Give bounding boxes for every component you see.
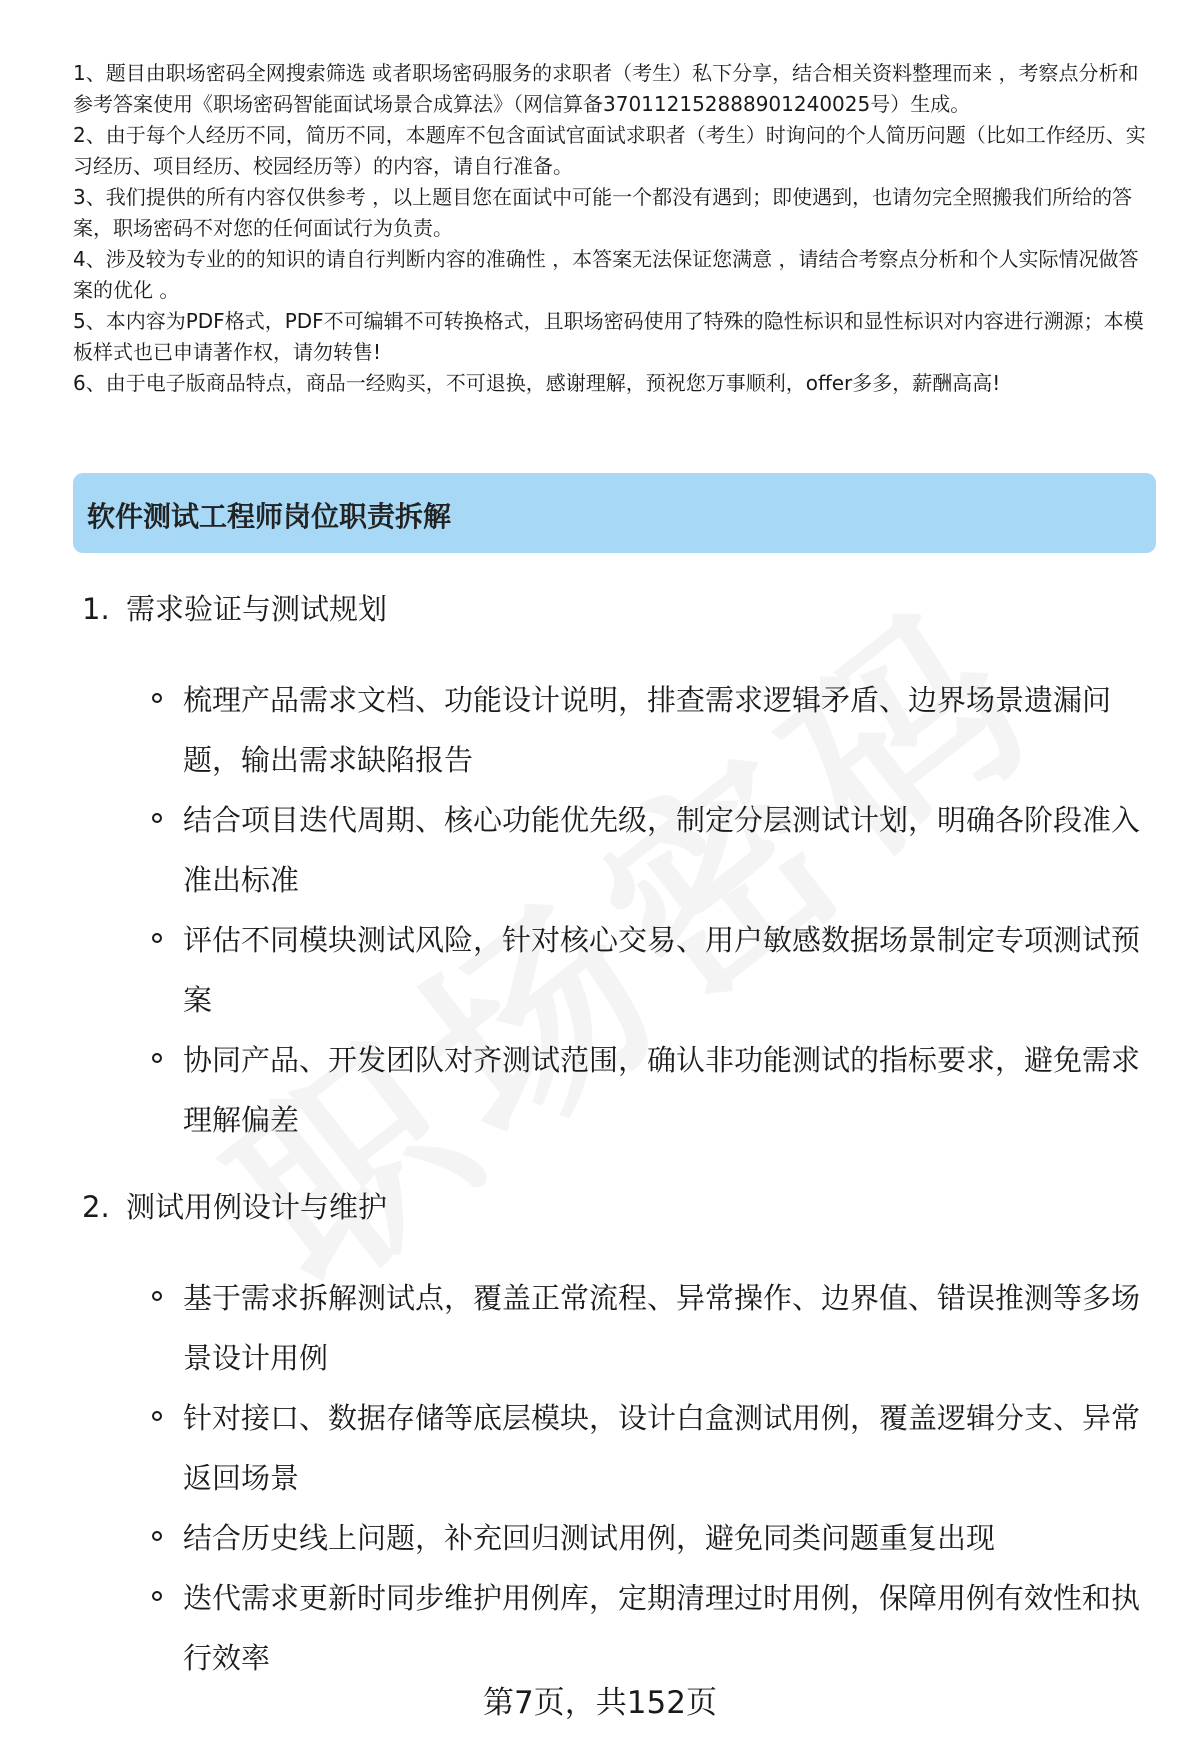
- notice-item: 2、由于每个人经历不同，简历不同，本题库不包含面试官面试求职者（考生）时询问的个人简历问题（比如工作经历、实习经历、项目经历、校园经历等）的内容，请自行准备。: [73, 123, 1146, 178]
- notice-item: 5、本内容为PDF格式，PDF不可编辑不可转换格式，且职场密码使用了特殊的隐性标识和显性标识对内容进行溯源；本模板样式也已申请著作权，请勿转售!: [73, 309, 1144, 364]
- list-item-text: 协同产品、开发团队对齐测试范围，确认非功能测试的指标要求，避免需求理解偏差: [183, 1043, 1141, 1137]
- notice-item: 3、我们提供的所有内容仅供参考 ，以上题目您在面试中可能一个都没有遇到；即使遇到，也请勿完全照搬我们所给的答案，职场密码不对您的任何面试行为负责。: [73, 185, 1133, 240]
- notice-item: 6、由于电子版商品特点，商品一经购买，不可退换，感谢理解，预祝您万事顺利，offer多多，薪酬高高!: [73, 371, 1001, 395]
- hollow-bullet-icon: [152, 693, 162, 703]
- list-item-text: 基于需求拆解测试点，覆盖正常流程、异常操作、边界值、错误推测等多场景设计用例: [183, 1281, 1141, 1375]
- bullet-list: [82, 670, 1142, 1150]
- hollow-bullet-icon: [152, 1591, 162, 1601]
- list-item: [82, 790, 1142, 910]
- list-item-text: 针对接口、数据存储等底层模块，设计白盒测试用例，覆盖逻辑分支、异常返回场景: [183, 1401, 1141, 1495]
- section-heading-text: 需求验证与测试规划: [126, 592, 388, 626]
- hollow-bullet-icon: [152, 1053, 162, 1063]
- list-item-text: 评估不同模块测试风险，针对核心交易、用户敏感数据场景制定专项测试预案: [183, 923, 1141, 1017]
- hollow-bullet-icon: [152, 1531, 162, 1541]
- notice-block: [73, 58, 1158, 399]
- list-item: [82, 1268, 1142, 1388]
- page-number: 第7页，共152页: [483, 1685, 717, 1721]
- bullet-list: [82, 1268, 1142, 1688]
- section-heading: [82, 588, 1142, 630]
- responsibilities-content: [82, 588, 1142, 1724]
- list-item-text: 结合项目迭代周期、核心功能优先级，制定分层测试计划，明确各阶段准入准出标准: [183, 803, 1141, 897]
- list-item-text: 梳理产品需求文档、功能设计说明，排查需求逻辑矛盾、边界场景遗漏问题，输出需求缺陷报告: [183, 683, 1112, 777]
- notice-item: 4、涉及较为专业的的知识的请自行判断内容的准确性 ，本答案无法保证您满意 ，请结合考察点分析和个人实际情况做答案的优化 。: [73, 247, 1139, 302]
- list-item: [82, 1508, 1142, 1568]
- list-item-text: 迭代需求更新时同步维护用例库，定期清理过时用例，保障用例有效性和执行效率: [183, 1581, 1141, 1675]
- list-item: [82, 1568, 1142, 1688]
- list-item: [82, 1030, 1142, 1150]
- list-item: [82, 670, 1142, 790]
- list-item: [82, 1388, 1142, 1508]
- list-item-text: 结合历史线上问题，补充回归测试用例，避免同类问题重复出现: [183, 1521, 996, 1555]
- list-item: [82, 910, 1142, 1030]
- section-number: 2.: [82, 1190, 110, 1224]
- hollow-bullet-icon: [152, 933, 162, 943]
- notice-item: 1、题目由职场密码全网搜索筛选 或者职场密码服务的求职者（考生）私下分享，结合相关资料整理而来 ，考察点分析和参考答案使用《职场密码智能面试场景合成算法》（网信算备370112152888901240025号）生成。: [73, 61, 1139, 116]
- section-header: [73, 473, 1156, 553]
- hollow-bullet-icon: [152, 1291, 162, 1301]
- hollow-bullet-icon: [152, 1411, 162, 1421]
- hollow-bullet-icon: [152, 813, 162, 823]
- section-title: 软件测试工程师岗位职责拆解: [87, 500, 452, 533]
- section-number: 1.: [82, 592, 110, 626]
- section-heading-text: 测试用例设计与维护: [126, 1190, 388, 1224]
- section-heading: [82, 1186, 1142, 1228]
